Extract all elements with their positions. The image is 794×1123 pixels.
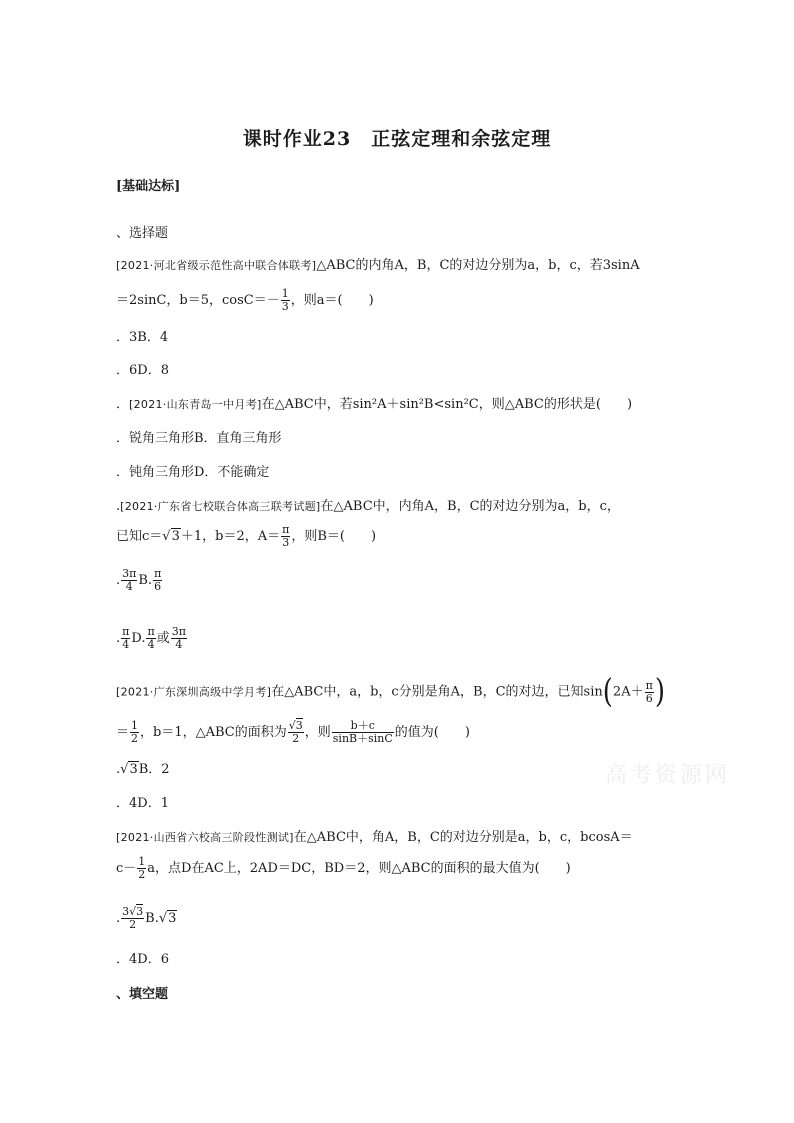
q5-line-1: [2021·山西省六校高三阶段性测试]在△ABC中，角A，B，C的对边分别是a，b，c，bcosA＝ xyxy=(116,830,633,845)
q1-line-2 xyxy=(116,288,374,313)
q5-option-b-sqrt: √3 xyxy=(158,911,177,926)
q1-stem-a: △ABC的内角A，B，C的对边分别为a，b，c，若3sinA xyxy=(316,258,640,273)
q3-options-ab: . $\frac{3\pi}{4}$ B. $\frac{\pi}{6}$ xyxy=(116,567,162,593)
q1-stem-b: ＝2sinC，b＝5，cosC＝－ xyxy=(116,293,280,308)
q3-option-a: $\frac{3\pi}{4}$ xyxy=(122,567,137,593)
q4-area-fraction: $\frac{√3}{2}$ xyxy=(288,719,303,745)
q4-line-2: ＝ $\frac{1}{2}$ ，b＝1，△ABC的面积为 $\frac{√3}{2}$ ，则 $\frac{b+c}{\sin B+\sin C}$ 的值为( ) xyxy=(116,719,470,745)
q1-stem-c: ，则a＝( ) xyxy=(290,293,374,308)
q4-half-fraction: $\frac{1}{2}$ xyxy=(131,719,139,745)
q1-source: [2021·河北省级示范性高中联合体联考] xyxy=(116,259,317,272)
q3-option-b: $\frac{\pi}{6}$ xyxy=(154,567,162,593)
q3-option-d-2: $\frac{3\pi}{4}$ xyxy=(171,625,186,651)
q1-options-ab: ．3B．4 xyxy=(116,330,169,345)
q3-option-c: $\frac{\pi}{4}$ xyxy=(122,625,130,651)
q3-line-2: 已知c＝√3＋1，b＝2，A＝ $\frac{\pi}{3}$ ，则B＝( ) xyxy=(116,523,377,549)
q3-stem-a: 在△ABC中，内角A，B，C的对边分别为a，b，c， xyxy=(320,499,620,514)
q3-sqrt: √3 xyxy=(162,529,180,544)
q5-source: [2021·山西省六校高三阶段性测试] xyxy=(116,831,294,844)
q1-options-cd: ．6D．8 xyxy=(116,363,169,378)
q4-options-cd: ．4D．1 xyxy=(116,796,169,811)
watermark: 高考资源网 xyxy=(605,763,731,788)
q5-option-a: $\frac{3√3}{2}$ xyxy=(122,905,144,931)
q4-arg-fraction: $\frac{\pi}{6}$ xyxy=(645,678,653,705)
q4-option-a-sqrt: √3 xyxy=(120,762,138,777)
q3-fraction: $\frac{\pi}{3}$ xyxy=(282,523,290,549)
q3-option-d-1: $\frac{\pi}{4}$ xyxy=(147,625,155,651)
q5-half-fraction: $\frac{1}{2}$ xyxy=(138,855,146,881)
section-fill-heading: 、填空题 xyxy=(116,987,169,1002)
q5-line-2: c－ $\frac{1}{2}$ a，点D在AC上，2AD＝DC，BD＝2，则△ABC的面积的最大值为( ) xyxy=(116,855,571,881)
q3-source: [2021·广东省七校联合体高三联考试题] xyxy=(120,500,321,513)
q5-options-cd: ．4D．6 xyxy=(116,952,169,967)
q3-line-1: .[2021·广东省七校联合体高三联考试题]在△ABC中，内角A，B，C的对边分别为a，b，c， xyxy=(116,499,620,514)
section-basic-heading: [基础达标] xyxy=(116,179,181,194)
q1-fraction: $\frac{1}{3}$ xyxy=(281,287,289,313)
q4-options-ab: .√3B．2 xyxy=(116,760,170,780)
q2-options-ab: ．锐角三角形B．直角三角形 xyxy=(116,431,282,446)
section-choice-heading: 、选择题 xyxy=(116,226,169,241)
q5-options-ab: . $\frac{3√3}{2}$ B.√3 xyxy=(116,905,177,931)
q3-options-cd: . $\frac{\pi}{4}$ D. $\frac{\pi}{4}$ 或 $\frac{3\pi}{4}$ xyxy=(116,625,186,651)
q2-source: [2021·山东青岛一中月考] xyxy=(129,398,262,411)
q4-ratio-fraction: $\frac{b+c}{\sin B+\sin C}$ xyxy=(332,719,393,745)
q1-line-1 xyxy=(116,256,640,276)
q2-options-cd: ．钝角三角形D．不能确定 xyxy=(116,465,270,480)
q2-stem: 在△ABC中，若sin²A＋sin²B<sin²C，则△ABC的形状是( ) xyxy=(261,397,633,412)
page-title: 课时作业23 正弦定理和余弦定理 xyxy=(242,128,552,150)
q4-source: [2021·广东深圳高级中学月考] xyxy=(116,685,272,699)
q2-line-1: ．[2021·山东青岛一中月考]在△ABC中，若sin²A＋sin²B<sin²C，则△ABC的形状是( ) xyxy=(116,397,633,412)
q4-line-1: [2021·广东深圳高级中学月考]在△ABC中，a，b，c分别是角A，B，C的对边，已知sin(2A＋ $\frac{\pi}{6}$ ) xyxy=(116,673,665,711)
